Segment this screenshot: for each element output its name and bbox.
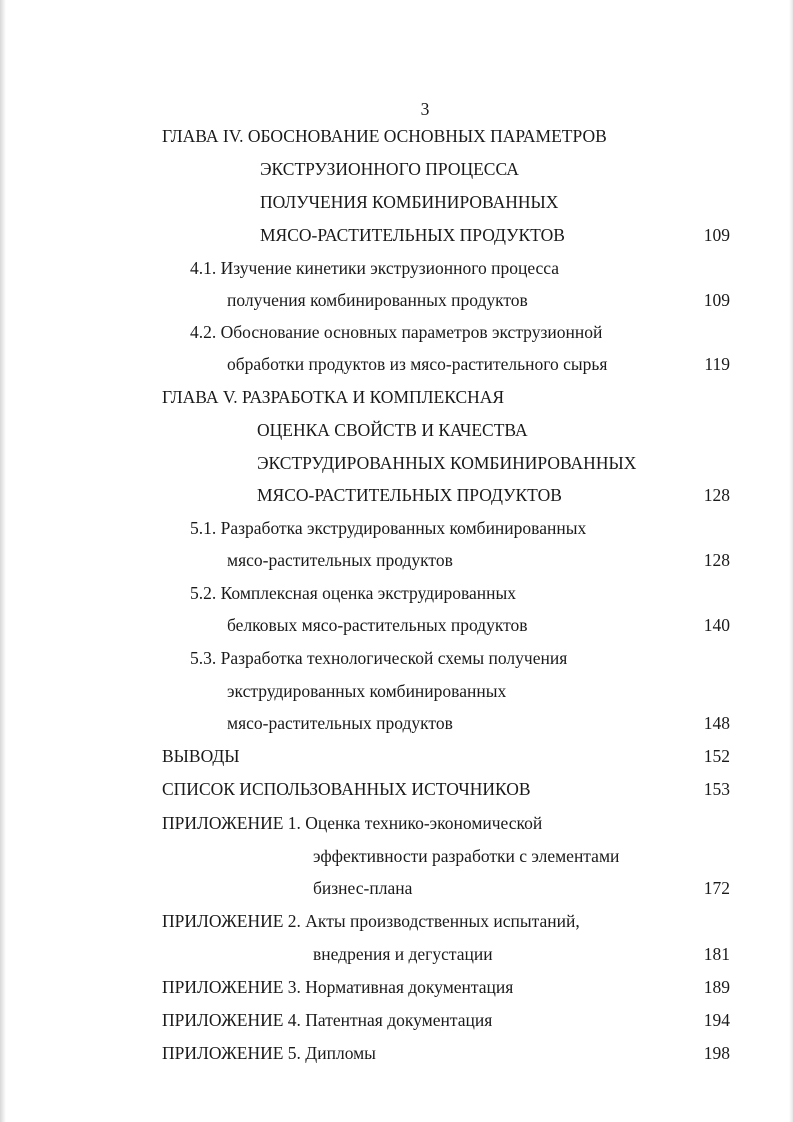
toc-entry-line: эффективности разработки с элементами (313, 846, 620, 866)
toc-entry-line: внедрения и дегустации (313, 944, 493, 964)
toc-entry-line: получения комбинированных продуктов (227, 290, 528, 310)
toc-page-number: 194 (703, 1010, 730, 1030)
toc-entry-line: экструдированных комбинированных (227, 681, 507, 701)
toc-entry-line: ГЛАВА IV. ОБОСНОВАНИЕ ОСНОВНЫХ ПАРАМЕТРОВ (162, 126, 607, 146)
toc-page-number: 148 (703, 713, 730, 733)
toc-page-number: 119 (704, 354, 730, 374)
toc-entry-line: ПРИЛОЖЕНИЕ 4. Патентная документация (162, 1010, 493, 1030)
toc-page-number: 198 (703, 1043, 730, 1063)
toc-entry-line: МЯСО-РАСТИТЕЛЬНЫХ ПРОДУКТОВ (260, 225, 565, 245)
toc-entry-line: ВЫВОДЫ (162, 746, 240, 766)
toc-entry-line: МЯСО-РАСТИТЕЛЬНЫХ ПРОДУКТОВ (257, 485, 562, 505)
toc-entry-line: 5.3. Разработка технологической схемы получения (190, 648, 568, 668)
toc-entry-line: 5.2. Комплексная оценка экструдированных (190, 583, 516, 603)
toc-entry-line: ОЦЕНКА СВОЙСТВ И КАЧЕСТВА (257, 420, 528, 440)
toc-entry-line: 4.2. Обоснование основных параметров экструзионной (190, 322, 603, 342)
toc-page-number: 109 (703, 225, 730, 245)
toc-entry-line: ПРИЛОЖЕНИЕ 5. Дипломы (162, 1043, 376, 1063)
toc-entry-line: ГЛАВА V. РАЗРАБОТКА И КОМПЛЕКСНАЯ (162, 387, 505, 407)
scan-shadow-left (0, 0, 6, 1122)
toc-entry-line: ЭКСТРУЗИОННОГО ПРОЦЕССА (260, 159, 519, 179)
toc-entry-line: ПРИЛОЖЕНИЕ 1. Оценка технико-экономической (162, 813, 543, 833)
page-number: 3 (420, 99, 430, 119)
toc-page-number: 140 (703, 615, 730, 635)
toc-entry-line: 5.1. Разработка экструдированных комбинированных (190, 518, 587, 538)
toc-page-number: 181 (703, 944, 730, 964)
toc-entry-line: ПОЛУЧЕНИЯ КОМБИНИРОВАННЫХ (260, 192, 559, 212)
toc-entry-line: мясо-растительных продуктов (227, 713, 453, 733)
toc-entry-line: обработки продуктов из мясо-растительного сырья (227, 354, 608, 374)
toc-page-number: 128 (703, 550, 730, 570)
toc-entry-line: бизнес-плана (313, 878, 413, 898)
toc-page-number: 172 (703, 878, 730, 898)
toc-page-number: 153 (703, 779, 730, 799)
toc-entry-line: ПРИЛОЖЕНИЕ 3. Нормативная документация (162, 977, 514, 997)
scan-shadow-right (789, 0, 793, 1122)
toc-entry-line: ПРИЛОЖЕНИЕ 2. Акты производственных испытаний, (162, 911, 580, 931)
toc-page-number: 128 (703, 485, 730, 505)
toc-entry-line: белковых мясо-растительных продуктов (227, 615, 528, 635)
toc-entry-line: мясо-растительных продуктов (227, 550, 453, 570)
toc-entry-line: СПИСОК ИСПОЛЬЗОВАННЫХ ИСТОЧНИКОВ (162, 779, 531, 799)
toc-entry-line: ЭКСТРУДИРОВАННЫХ КОМБИНИРОВАННЫХ (257, 453, 637, 473)
toc-entry-line: 4.1. Изучение кинетики экструзионного процесса (190, 258, 560, 278)
toc-page-number: 152 (703, 746, 730, 766)
toc-page-number: 109 (703, 290, 730, 310)
toc-page-number: 189 (703, 977, 730, 997)
